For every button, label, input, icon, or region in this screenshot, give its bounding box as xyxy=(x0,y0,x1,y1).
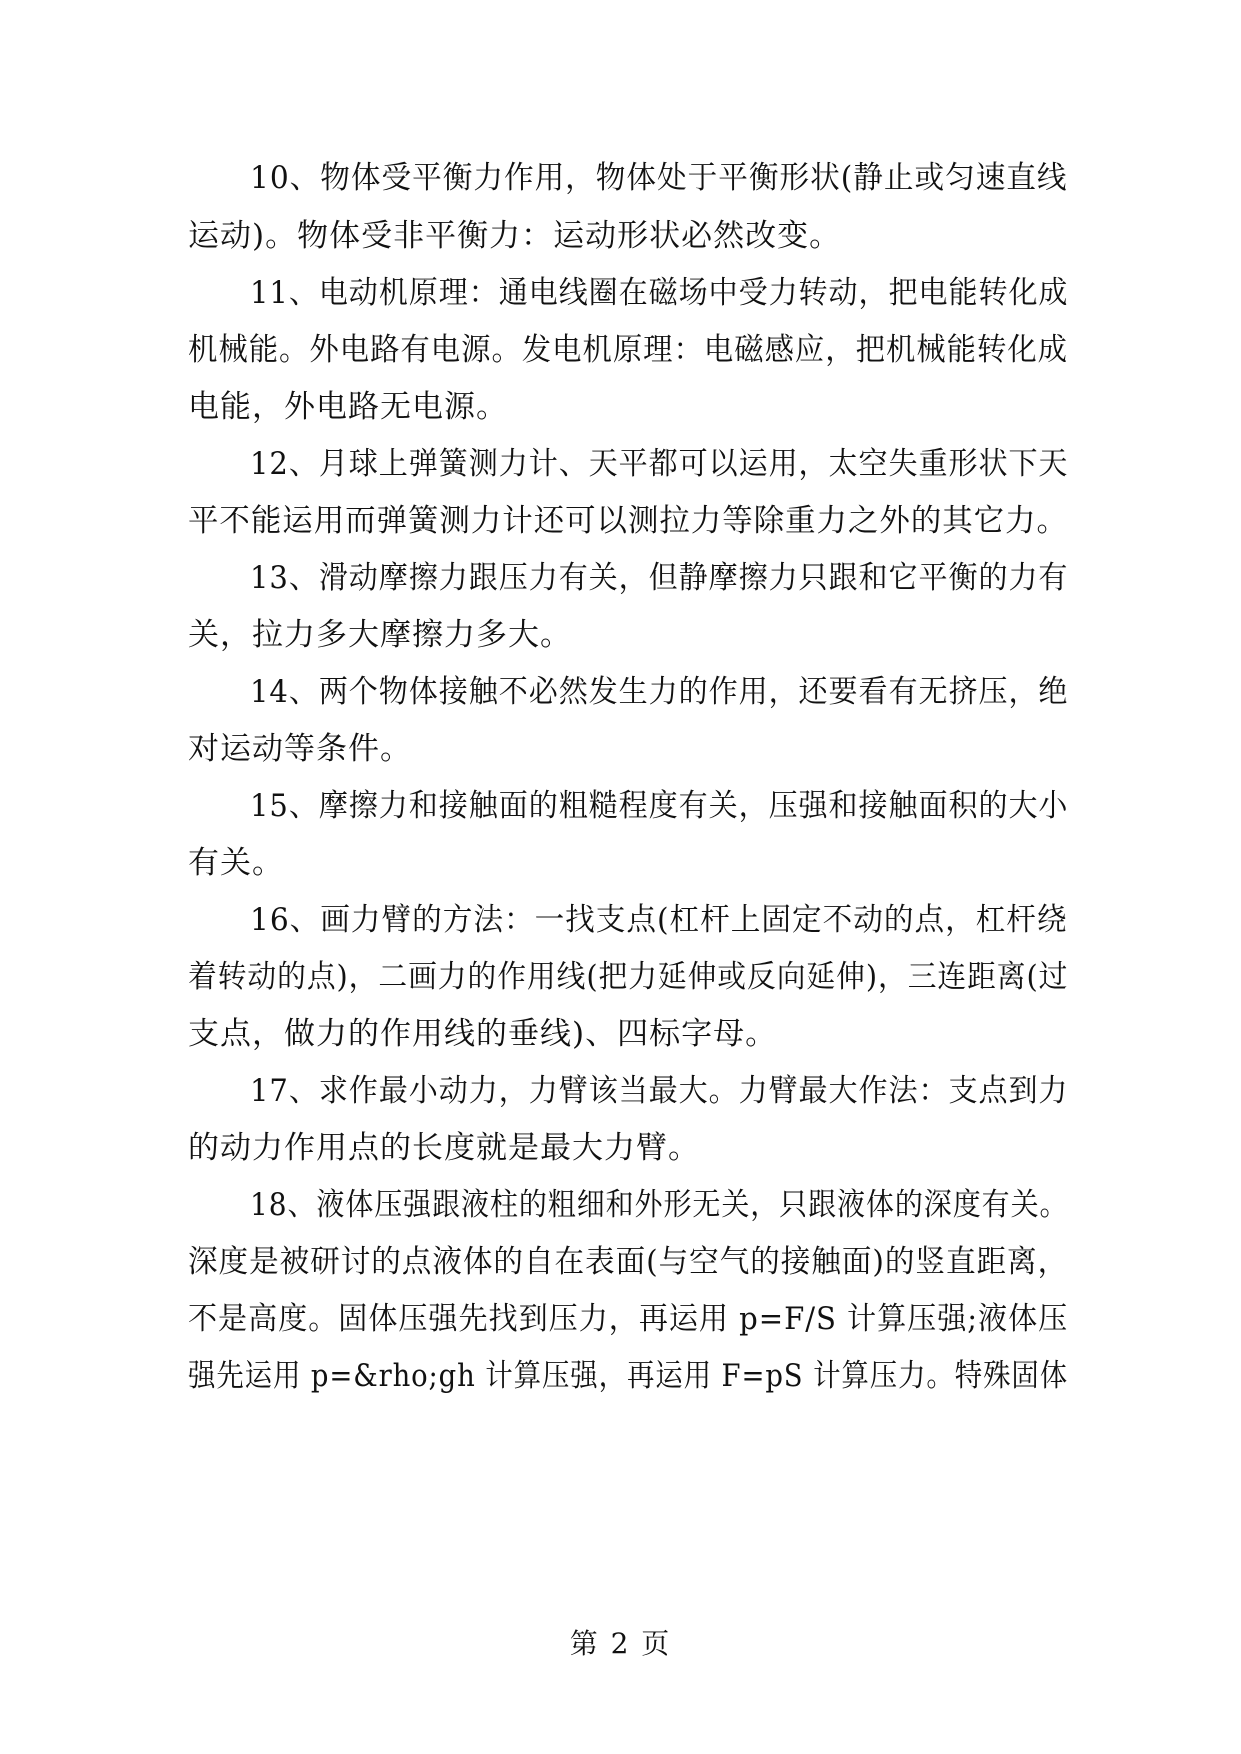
text-line: 深度是被研讨的点液体的自在表面(与空气的接触面)的竖直距离， xyxy=(188,1244,1069,1280)
text-line: 电能，外电路无电源。 xyxy=(188,389,508,425)
text-line: 的动力作用点的长度就是最大力臂。 xyxy=(188,1130,700,1166)
text-line: 着转动的点)，二画力的作用线(把力延伸或反向延伸)，三连距离(过 xyxy=(188,959,1069,995)
text-line: 对运动等条件。 xyxy=(188,731,412,767)
text-line: 平不能运用而弹簧测力计还可以测拉力等除重力之外的其它力。 xyxy=(188,503,1068,539)
text-line-item-14-start: 14、两个物体接触不必然发生力的作用，还要看有无挤压，绝 xyxy=(250,674,1069,710)
text-line: 不是高度。固体压强先找到压力，再运用 p=F/S 计算压强;液体压 xyxy=(188,1301,1069,1337)
text-line: 关，拉力多大摩擦力多大。 xyxy=(188,617,572,653)
text-line: 支点，做力的作用线的垂线)、四标字母。 xyxy=(188,1016,778,1052)
text-line-item-10-start: 10、物体受平衡力作用，物体处于平衡形状(静止或匀速直线 xyxy=(250,160,1068,196)
text-line-item-17-start: 17、求作最小动力，力臂该当最大。力臂最大作法：支点到力 xyxy=(250,1073,1069,1109)
text-line-item-12-start: 12、月球上弹簧测力计、天平都可以运用，太空失重形状下天 xyxy=(250,446,1069,482)
text-line: 有关。 xyxy=(188,845,284,881)
text-line-item-15-start: 15、摩擦力和接触面的粗糙程度有关，压强和接触面积的大小 xyxy=(250,788,1069,824)
text-line-item-18-start: 18、液体压强跟液柱的粗细和外形无关，只跟液体的深度有关。 xyxy=(250,1187,1069,1223)
text-line-item-16-start: 16、画力臂的方法：一找支点(杠杆上固定不动的点，杠杆绕 xyxy=(250,902,1068,938)
text-line: 强先运用 p=&rho;gh 计算压强，再运用 F=pS 计算压力。特殊固体 xyxy=(188,1358,1069,1394)
text-line: 运动)。物体受非平衡力：运动形状必然改变。 xyxy=(188,218,842,254)
text-line: 机械能。外电路有电源。发电机原理：电磁感应，把机械能转化成 xyxy=(188,332,1069,368)
page-number: 第 2 页 xyxy=(569,1627,672,1660)
text-line-item-11-start: 11、电动机原理：通电线圈在磁场中受力转动，把电能转化成 xyxy=(250,275,1069,311)
text-line-item-13-start: 13、滑动摩擦力跟压力有关，但静摩擦力只跟和它平衡的力有 xyxy=(250,560,1069,596)
